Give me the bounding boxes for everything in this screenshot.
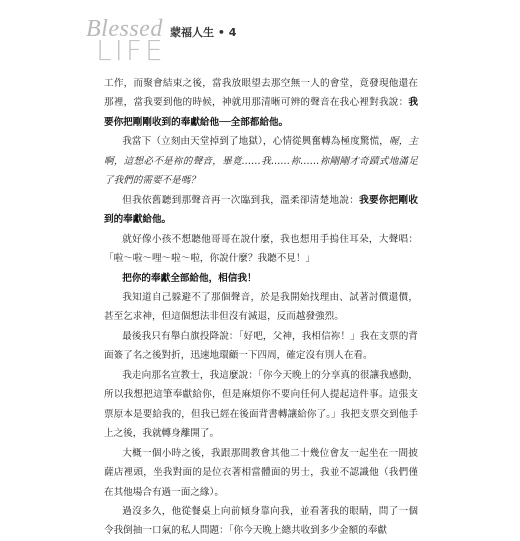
paragraph-p8 [104, 366, 418, 444]
logo-word-blessed: Blessed [86, 16, 163, 42]
series-title: 蒙福人生 • 4 [170, 26, 237, 39]
text-run: 喔，主啊，這想必不是祢的聲音，畢竟……我……祢……祢剛剛才奇蹟式地滿足了我們的需要不是嗎？ [104, 136, 419, 187]
paragraph-p5 [104, 269, 418, 288]
paragraph-p4 [104, 230, 418, 269]
logo-word-life: LIFE [96, 34, 166, 67]
paragraph-p6 [104, 288, 418, 327]
text-run: 我知道自己躲避不了那個聲音，於是我開始找理由、試著討價還價，甚至乞求神，但這個想法非但沒有減退，反而越發強烈。 [104, 291, 418, 323]
text-run: 把你的奉獻全部給他，相信我！ [122, 272, 257, 284]
text-run: 我當下（立刻由天堂掉到了地獄），心情從興奮轉為極度驚慌， [122, 136, 390, 148]
text-run: 大概一個小時之後，我跟那間教會其他二十幾位會友一起坐在一間披薩店裡頭，坐我對面的是位衣著相當體面的男士，我並不認識他（我們僅在其他場合有過一面之緣）。 [104, 447, 418, 498]
text-run: 就好像小孩不想聽他哥哥在說什麼，我也想用手摀住耳朵，大聲唱：「啦～啦～哩～啦～啦，你說什麼？我聽不見！」 [104, 233, 418, 265]
paragraph-p7 [104, 327, 418, 366]
paragraph-p9 [104, 444, 418, 502]
paragraph-p3 [104, 191, 418, 230]
text-run: 但我依舊聽到那聲音再一次臨到我，溫柔卻清楚地說： [122, 194, 360, 206]
paragraph-p10 [104, 502, 418, 541]
text-run: 我走向那名宣教士，我這麼說：「你今天晚上的分享真的很讓我感動，所以我想把這筆奉獻給你，但是麻煩你不要向任何人提起這件事。這張支票原本是要給我的，但我已經在後面背書轉讓給你了。」我把支票交到他手上之後，我就轉身離開了。 [104, 369, 418, 440]
paragraph-p1 [104, 74, 418, 132]
text-run: 我要你把剛收到的奉獻給他。 [104, 194, 419, 226]
blessed-life-logo [78, 18, 178, 68]
paragraph-p2 [104, 132, 418, 190]
page-header [78, 18, 378, 68]
body-text [104, 74, 418, 541]
text-run: 過沒多久，他從餐桌上向前傾身靠向我，並看著我的眼睛，問了一個令我倒抽一口氣的私人問題：「你今天晚上總共收到多少金額的奉獻 [104, 505, 418, 537]
text-run: 我要你把剛剛收到的奉獻給他──全部都給他。 [104, 97, 418, 128]
text-run: 最後我只有舉白旗投降說：「好吧，父神，我相信祢！」我在支票的背面簽了名之後對折，迅速地環顧一下四周，確定沒有別人在看。 [104, 330, 418, 362]
text-run: 工作，而聚會結束之後，當我放眼望去那空無一人的會堂，竟發現他還在那裡，當我要到他的時候，神就用那清晰可辨的聲音在我心裡對我說： [104, 78, 418, 109]
